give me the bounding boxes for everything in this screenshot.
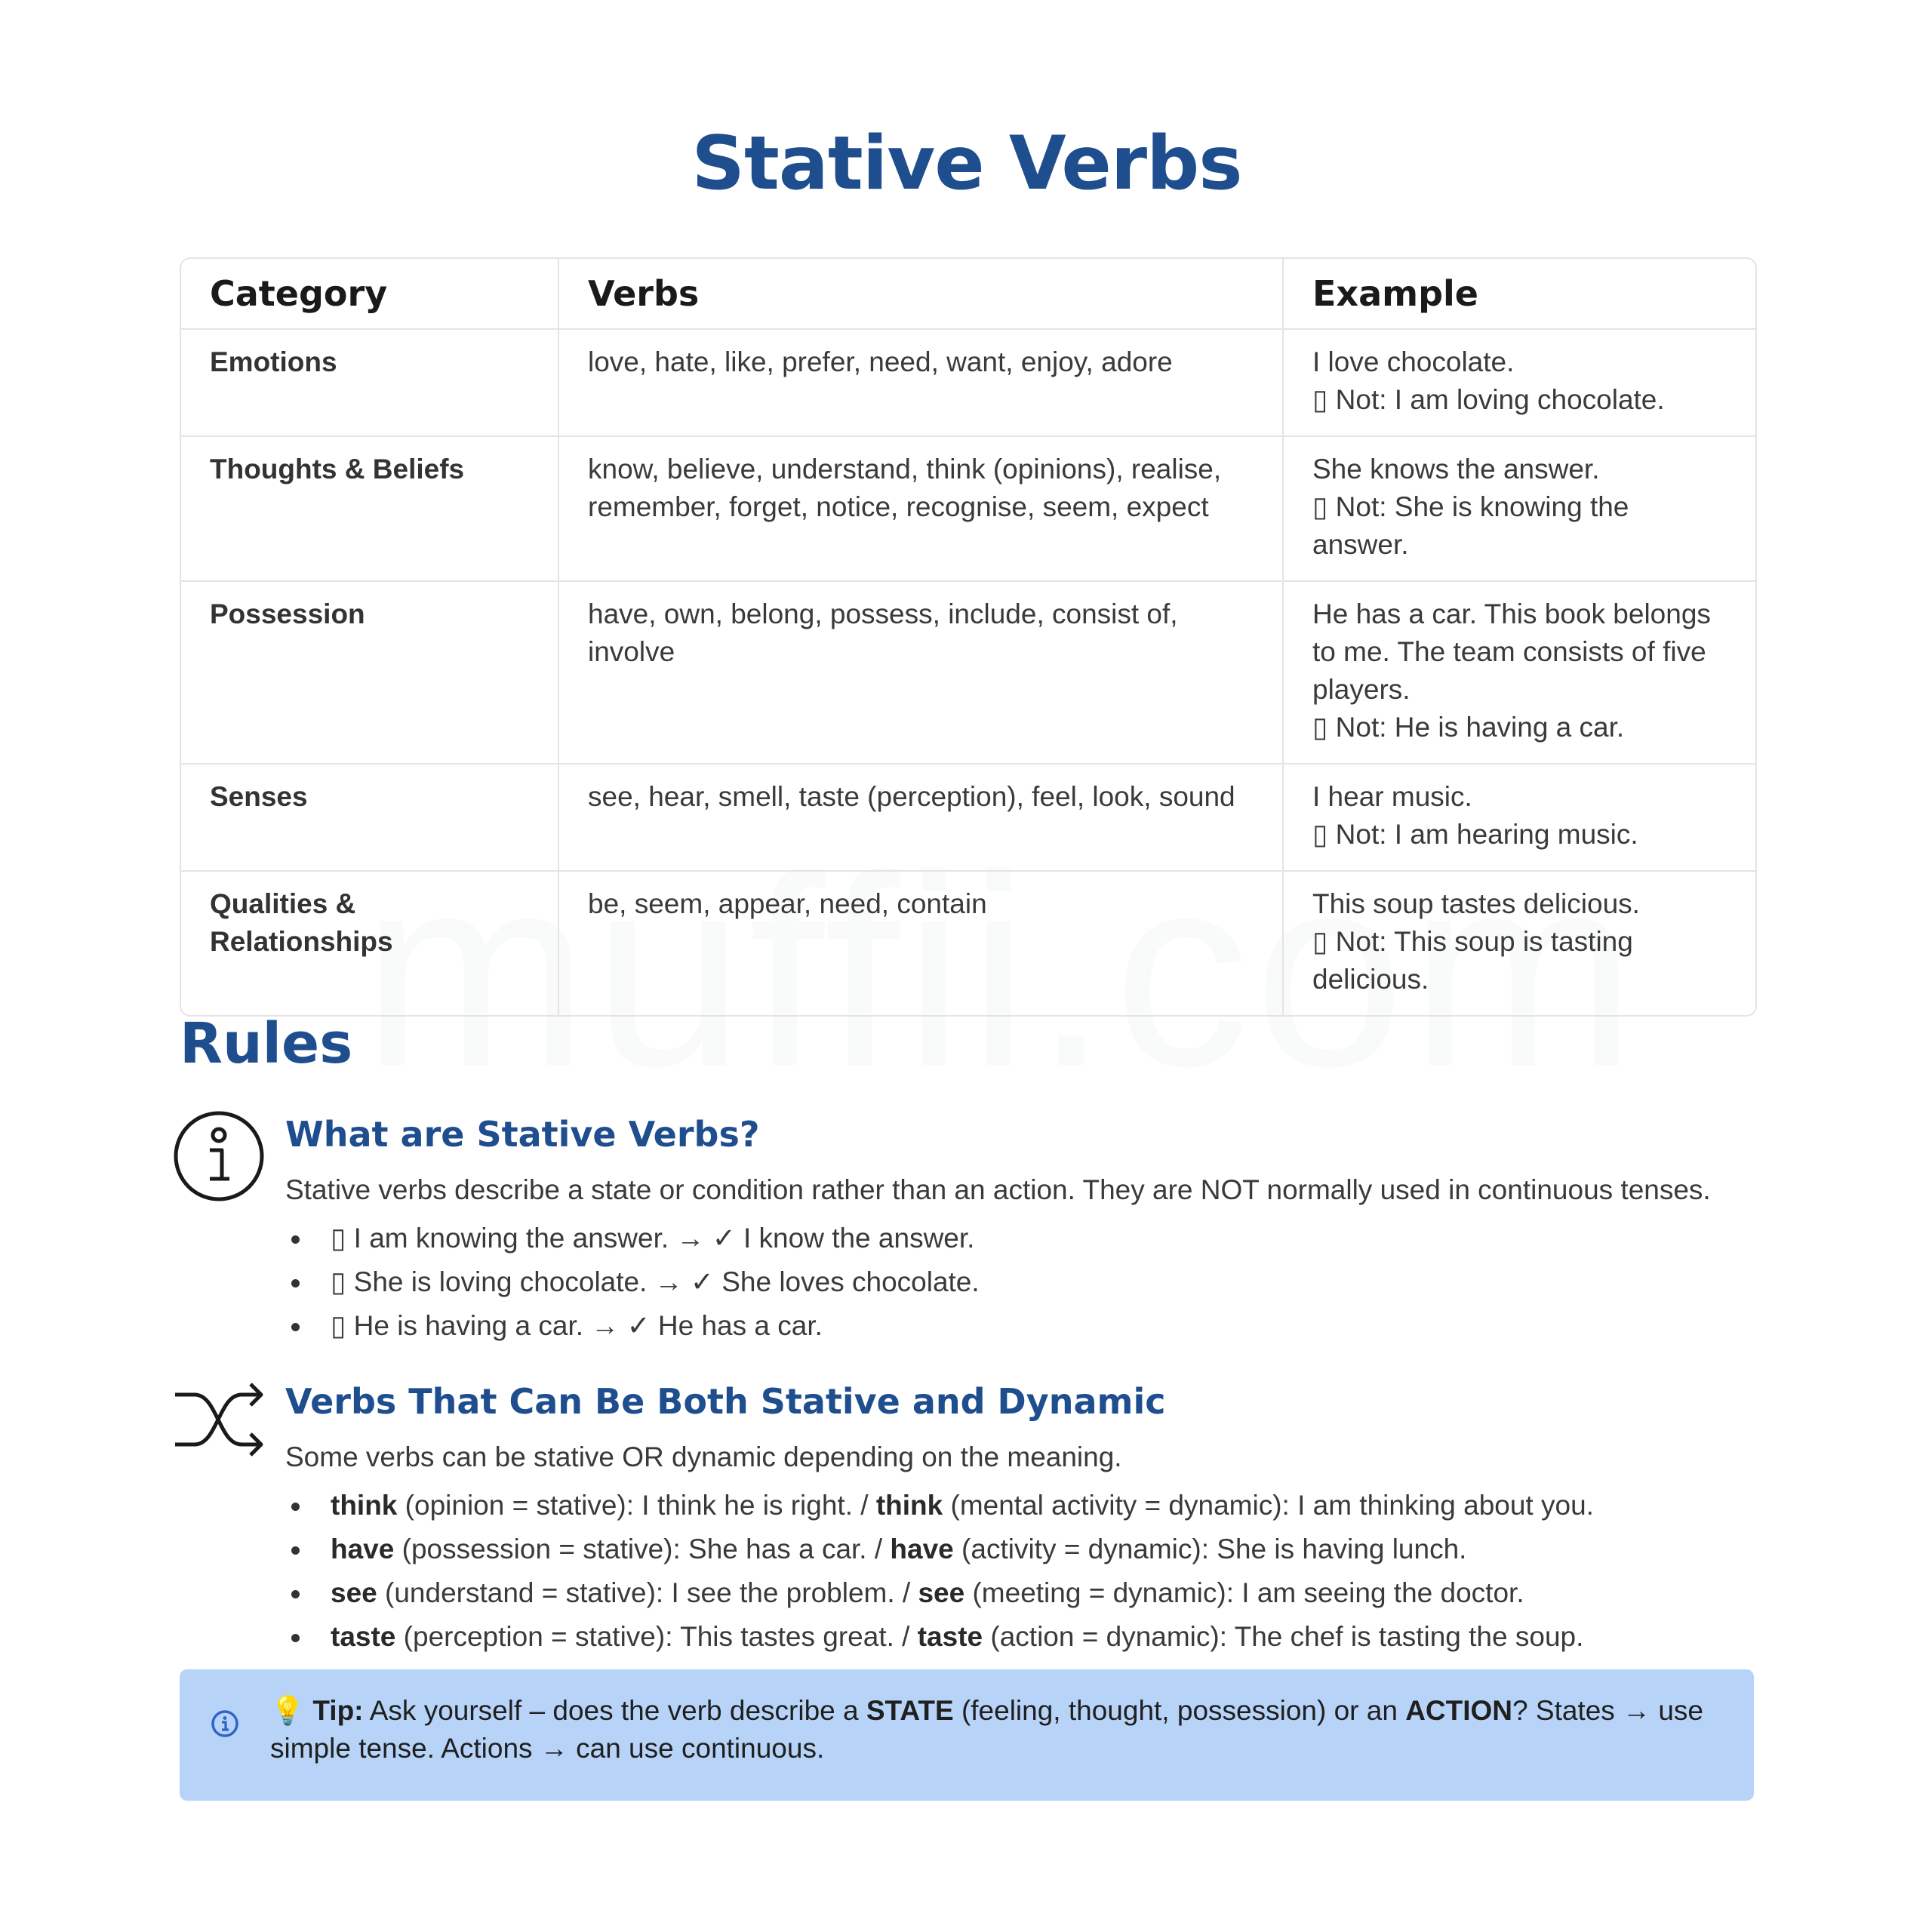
tip-box: [180, 1669, 1754, 1801]
verb-keyword: think: [331, 1490, 398, 1521]
info-circle-icon: [172, 1109, 266, 1207]
table-row: [181, 764, 1755, 871]
wrong-example: [1312, 816, 1727, 854]
state-keyword: STATE: [866, 1695, 954, 1726]
dynamic-text: (action = dynamic): The chef is tasting the soup.: [983, 1621, 1584, 1652]
lightbulb-icon: 💡: [270, 1695, 306, 1726]
example-text: I hear music.: [1312, 781, 1472, 812]
example-list: [285, 1217, 980, 1348]
dynamic-text: (mental activity = dynamic): I am thinking about you.: [943, 1490, 1594, 1521]
wrong-example-text: Not: I am loving chocolate.: [1335, 384, 1665, 415]
wrong-example-text: Not: He is having a car.: [1335, 712, 1625, 743]
verbs-cell: know, believe, understand, think (opinions), realise, remember, forget, notice, recognise, seem, expect: [558, 436, 1283, 581]
example-text: She knows the answer.: [1312, 454, 1600, 485]
list-item: ▯ I am knowing the answer. → ✓ I know the answer.: [285, 1217, 980, 1260]
table-header-row: [181, 259, 1755, 329]
verbs-cell: see, hear, smell, taste (perception), feel, look, sound: [558, 764, 1283, 871]
header-example: Example: [1283, 259, 1755, 329]
wrong-example: [1312, 709, 1727, 746]
stative-verbs-table: [180, 257, 1757, 1017]
verb-keyword: have: [331, 1534, 395, 1564]
list-item: ▯ He is having a car. → ✓ He has a car.: [285, 1304, 980, 1348]
action-keyword: ACTION: [1405, 1695, 1513, 1726]
verbs-cell: have, own, belong, possess, include, consist of, involve: [558, 581, 1283, 764]
section-intro: Some verbs can be stative OR dynamic depending on the meaning.: [285, 1441, 1122, 1472]
section-intro: Stative verbs describe a state or condition rather than an action. They are NOT normally used in continuous tenses.: [285, 1174, 1711, 1205]
verb-keyword: think: [875, 1490, 943, 1521]
tip-label: Tip:: [312, 1695, 364, 1726]
missing-glyph-icon: ▯: [1312, 926, 1328, 957]
list-item: [285, 1527, 1594, 1571]
example-cell: [1283, 436, 1755, 581]
verb-keyword: have: [890, 1534, 954, 1564]
verbs-cell: be, seem, appear, need, contain: [558, 871, 1283, 1015]
table-row: [181, 329, 1755, 436]
table-row: [181, 871, 1755, 1015]
example-cell: [1283, 871, 1755, 1015]
example-text: I love chocolate.: [1312, 346, 1515, 377]
example-cell: [1283, 581, 1755, 764]
tip-text-part: ? States → use simple tense. Actions → can use continuous.: [270, 1695, 1703, 1764]
category-cell: Senses: [181, 764, 558, 871]
stative-text: (perception = stative): This tastes great. /: [395, 1621, 918, 1652]
list-item: [285, 1615, 1594, 1659]
category-cell: Thoughts & Beliefs: [181, 436, 558, 581]
list-item: [285, 1484, 1594, 1527]
shuffle-icon: [172, 1378, 267, 1465]
example-cell: [1283, 329, 1755, 436]
wrong-example-text: Not: I am hearing music.: [1335, 819, 1638, 850]
info-icon: [210, 1709, 240, 1743]
verbs-cell: love, hate, like, prefer, need, want, enjoy, adore: [558, 329, 1283, 436]
wrong-example: [1312, 381, 1727, 419]
wrong-example-text: Not: She is knowing the answer.: [1312, 491, 1629, 560]
dynamic-text: (activity = dynamic): She is having lunch.: [953, 1534, 1467, 1564]
list-item: [285, 1571, 1594, 1615]
page-title: Stative Verbs: [691, 121, 1242, 207]
dynamic-text: (meeting = dynamic): I am seeing the doctor.: [964, 1577, 1524, 1608]
header-category: Category: [181, 259, 558, 329]
verb-keyword: see: [331, 1577, 377, 1608]
verb-keyword: taste: [917, 1621, 983, 1652]
stative-text: (understand = stative): I see the problem. /: [377, 1577, 918, 1608]
tip-text-part: (feeling, thought, possession) or an: [953, 1695, 1406, 1726]
table-row: [181, 436, 1755, 581]
rules-heading: Rules: [180, 1011, 353, 1076]
verb-keyword: see: [918, 1577, 965, 1608]
category-cell: Emotions: [181, 329, 558, 436]
stative-text: (possession = stative): She has a car. /: [394, 1534, 891, 1564]
tip-text-part: Ask yourself – does the verb describe a: [363, 1695, 866, 1726]
wrong-example: [1312, 923, 1727, 998]
category-cell: Possession: [181, 581, 558, 764]
section-title: What are Stative Verbs?: [285, 1114, 760, 1155]
wrong-example: [1312, 488, 1727, 564]
category-cell: Qualities & Relationships: [181, 871, 558, 1015]
header-verbs: Verbs: [558, 259, 1283, 329]
verb-list: [285, 1484, 1594, 1659]
example-text: He has a car. This book belongs to me. The team consists of five players.: [1312, 598, 1711, 705]
missing-glyph-icon: ▯: [1312, 491, 1328, 522]
missing-glyph-icon: ▯: [1312, 819, 1328, 850]
missing-glyph-icon: ▯: [1312, 384, 1328, 415]
missing-glyph-icon: ▯: [1312, 712, 1328, 743]
example-cell: [1283, 764, 1755, 871]
section-title: Verbs That Can Be Both Stative and Dynamic: [285, 1381, 1166, 1422]
tip-text: [270, 1692, 1734, 1767]
list-item: ▯ She is loving chocolate. → ✓ She loves chocolate.: [285, 1260, 980, 1304]
wrong-example-text: Not: This soup is tasting delicious.: [1312, 926, 1633, 995]
verb-keyword: taste: [331, 1621, 396, 1652]
example-text: This soup tastes delicious.: [1312, 888, 1640, 919]
table-row: [181, 581, 1755, 764]
stative-text: (opinion = stative): I think he is right. /: [397, 1490, 876, 1521]
